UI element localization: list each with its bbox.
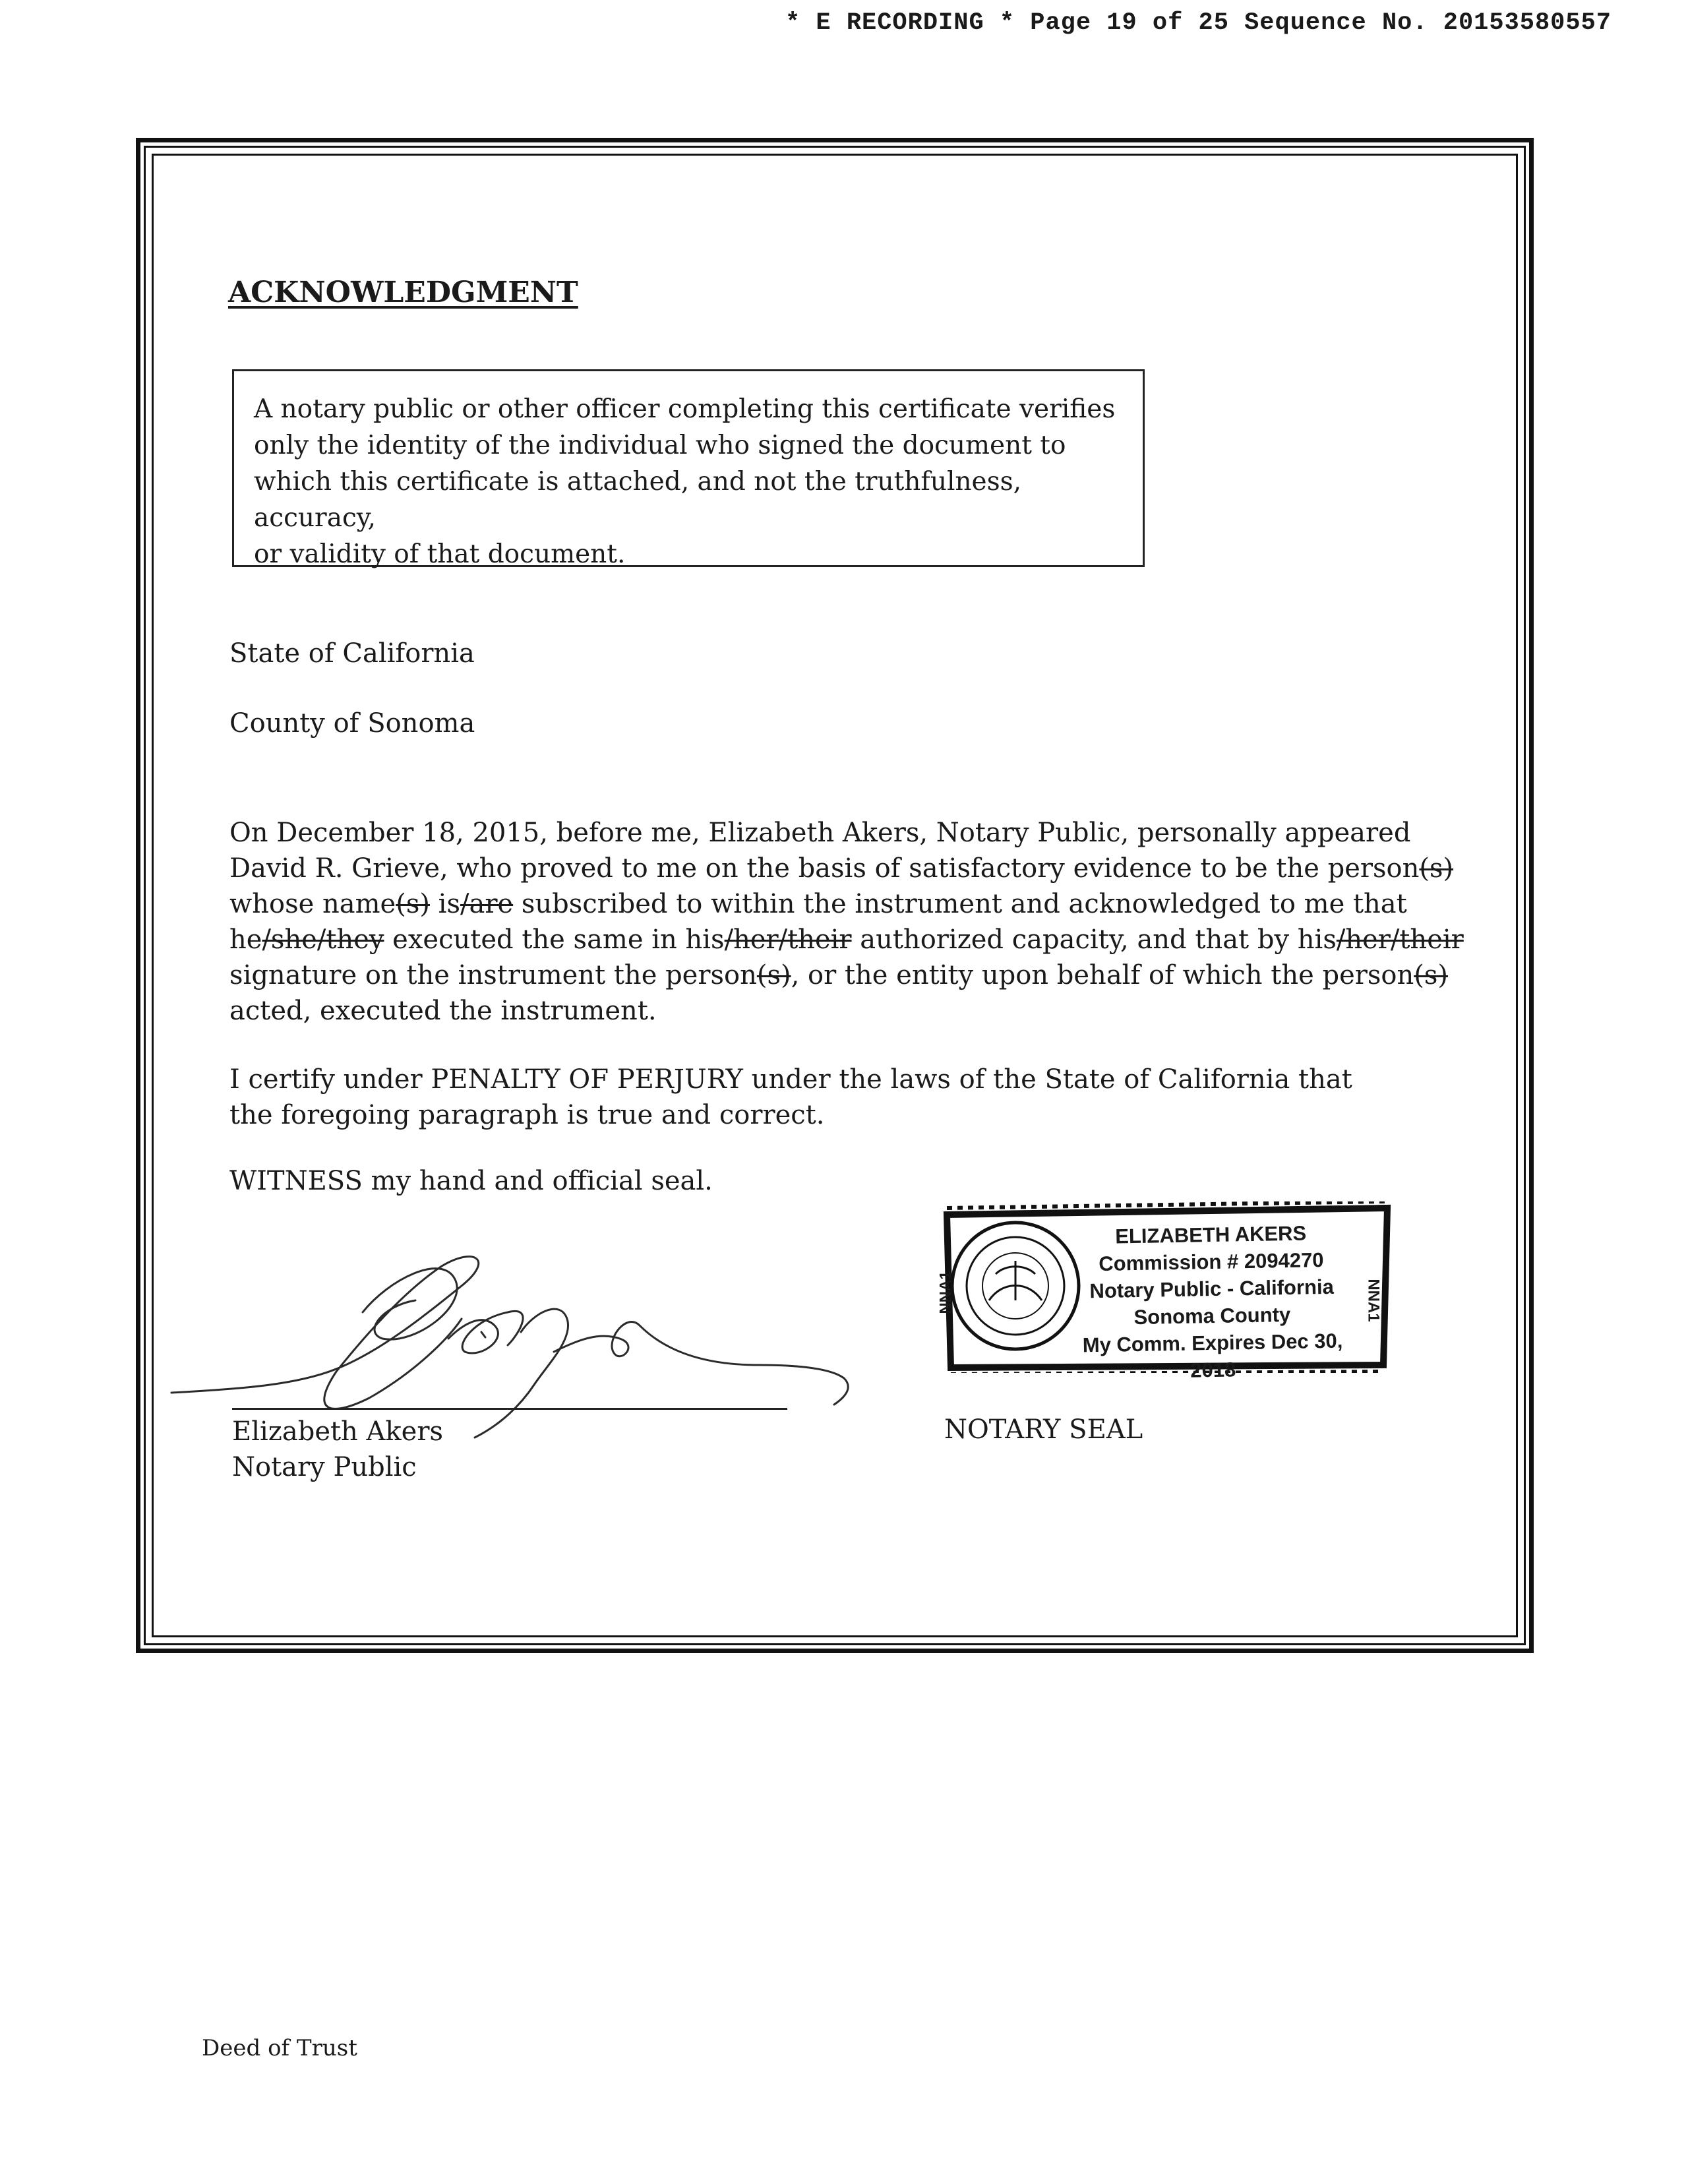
- seal-expiration: My Comm. Expires Dec 30, 2018: [1082, 1329, 1343, 1382]
- perjury-statement: I certify under PENALTY OF PERJURY under the laws of the State of California that the foregoing paragraph is true and correct.: [229, 1064, 1352, 1130]
- struck-text: (s): [1419, 853, 1454, 884]
- struck-text: (s): [1414, 960, 1448, 990]
- notice-line: which this certificate is attached, and not the truthfulness, accuracy,: [254, 467, 1022, 533]
- struck-text: /her/their: [724, 925, 852, 955]
- notice-box: [232, 369, 1145, 567]
- venue-county: County of Sonoma: [229, 708, 475, 739]
- footer-document-label: Deed of Trust: [202, 2035, 357, 2061]
- notice-line: A notary public or other officer completing this certificate verifies: [254, 394, 1116, 424]
- body-text: executed the same in his: [384, 925, 725, 955]
- struck-text: /her/their: [1336, 925, 1464, 955]
- notice-line: or validity of that document.: [254, 539, 626, 569]
- struck-text: /she/they: [262, 925, 384, 955]
- seal-side-id: NNA1: [1364, 1279, 1383, 1322]
- body-text: authorized capacity, and that by his: [851, 925, 1337, 955]
- seal-caption: NOTARY SEAL: [944, 1414, 1143, 1445]
- seal-role: Notary Public - California: [1089, 1275, 1335, 1303]
- notice-text: [254, 391, 1123, 572]
- venue-state: State of California: [229, 638, 475, 669]
- witness-line: WITNESS my hand and official seal.: [229, 1166, 713, 1196]
- acknowledgment-paragraph: [229, 815, 1476, 1029]
- notice-line: only the identity of the individual who signed the document to: [254, 431, 1066, 460]
- struck-text: (s): [396, 889, 430, 919]
- seal-name: ELIZABETH AKERS: [1114, 1221, 1307, 1248]
- signature-line: [232, 1408, 787, 1410]
- page-title: ACKNOWLEDGMENT: [228, 276, 578, 309]
- body-text: On December 18, 2015, before me, Elizabeth Akers, Notary Public, personally appeared David R. Grieve, who proved to me on the basis of satisfactory evidence to be the person: [229, 818, 1420, 884]
- signer-name: Elizabeth Akers: [232, 1416, 443, 1447]
- seal-county: Sonoma County: [1133, 1302, 1291, 1329]
- seal-commission: Commission # 2094270: [1099, 1248, 1324, 1275]
- seal-side-id: NNA1: [936, 1271, 955, 1314]
- body-text: whose name: [229, 889, 396, 919]
- body-text: , or the entity upon behalf of which the person: [791, 960, 1414, 990]
- body-text: signature on the instrument the person: [229, 960, 757, 990]
- body-text: subscribed to within the instrument and acknowledged to me that he: [229, 889, 1407, 955]
- struck-text: /are: [460, 889, 514, 919]
- struck-text: (s): [756, 960, 791, 990]
- body-text: acted, executed the instrument.: [229, 996, 657, 1026]
- body-text: is: [429, 889, 461, 919]
- recording-header: * E RECORDING * Page 19 of 25 Sequence No. 20153580557: [785, 9, 1612, 37]
- signer-title: Notary Public: [232, 1452, 417, 1482]
- seal-text: [1056, 1219, 1368, 1386]
